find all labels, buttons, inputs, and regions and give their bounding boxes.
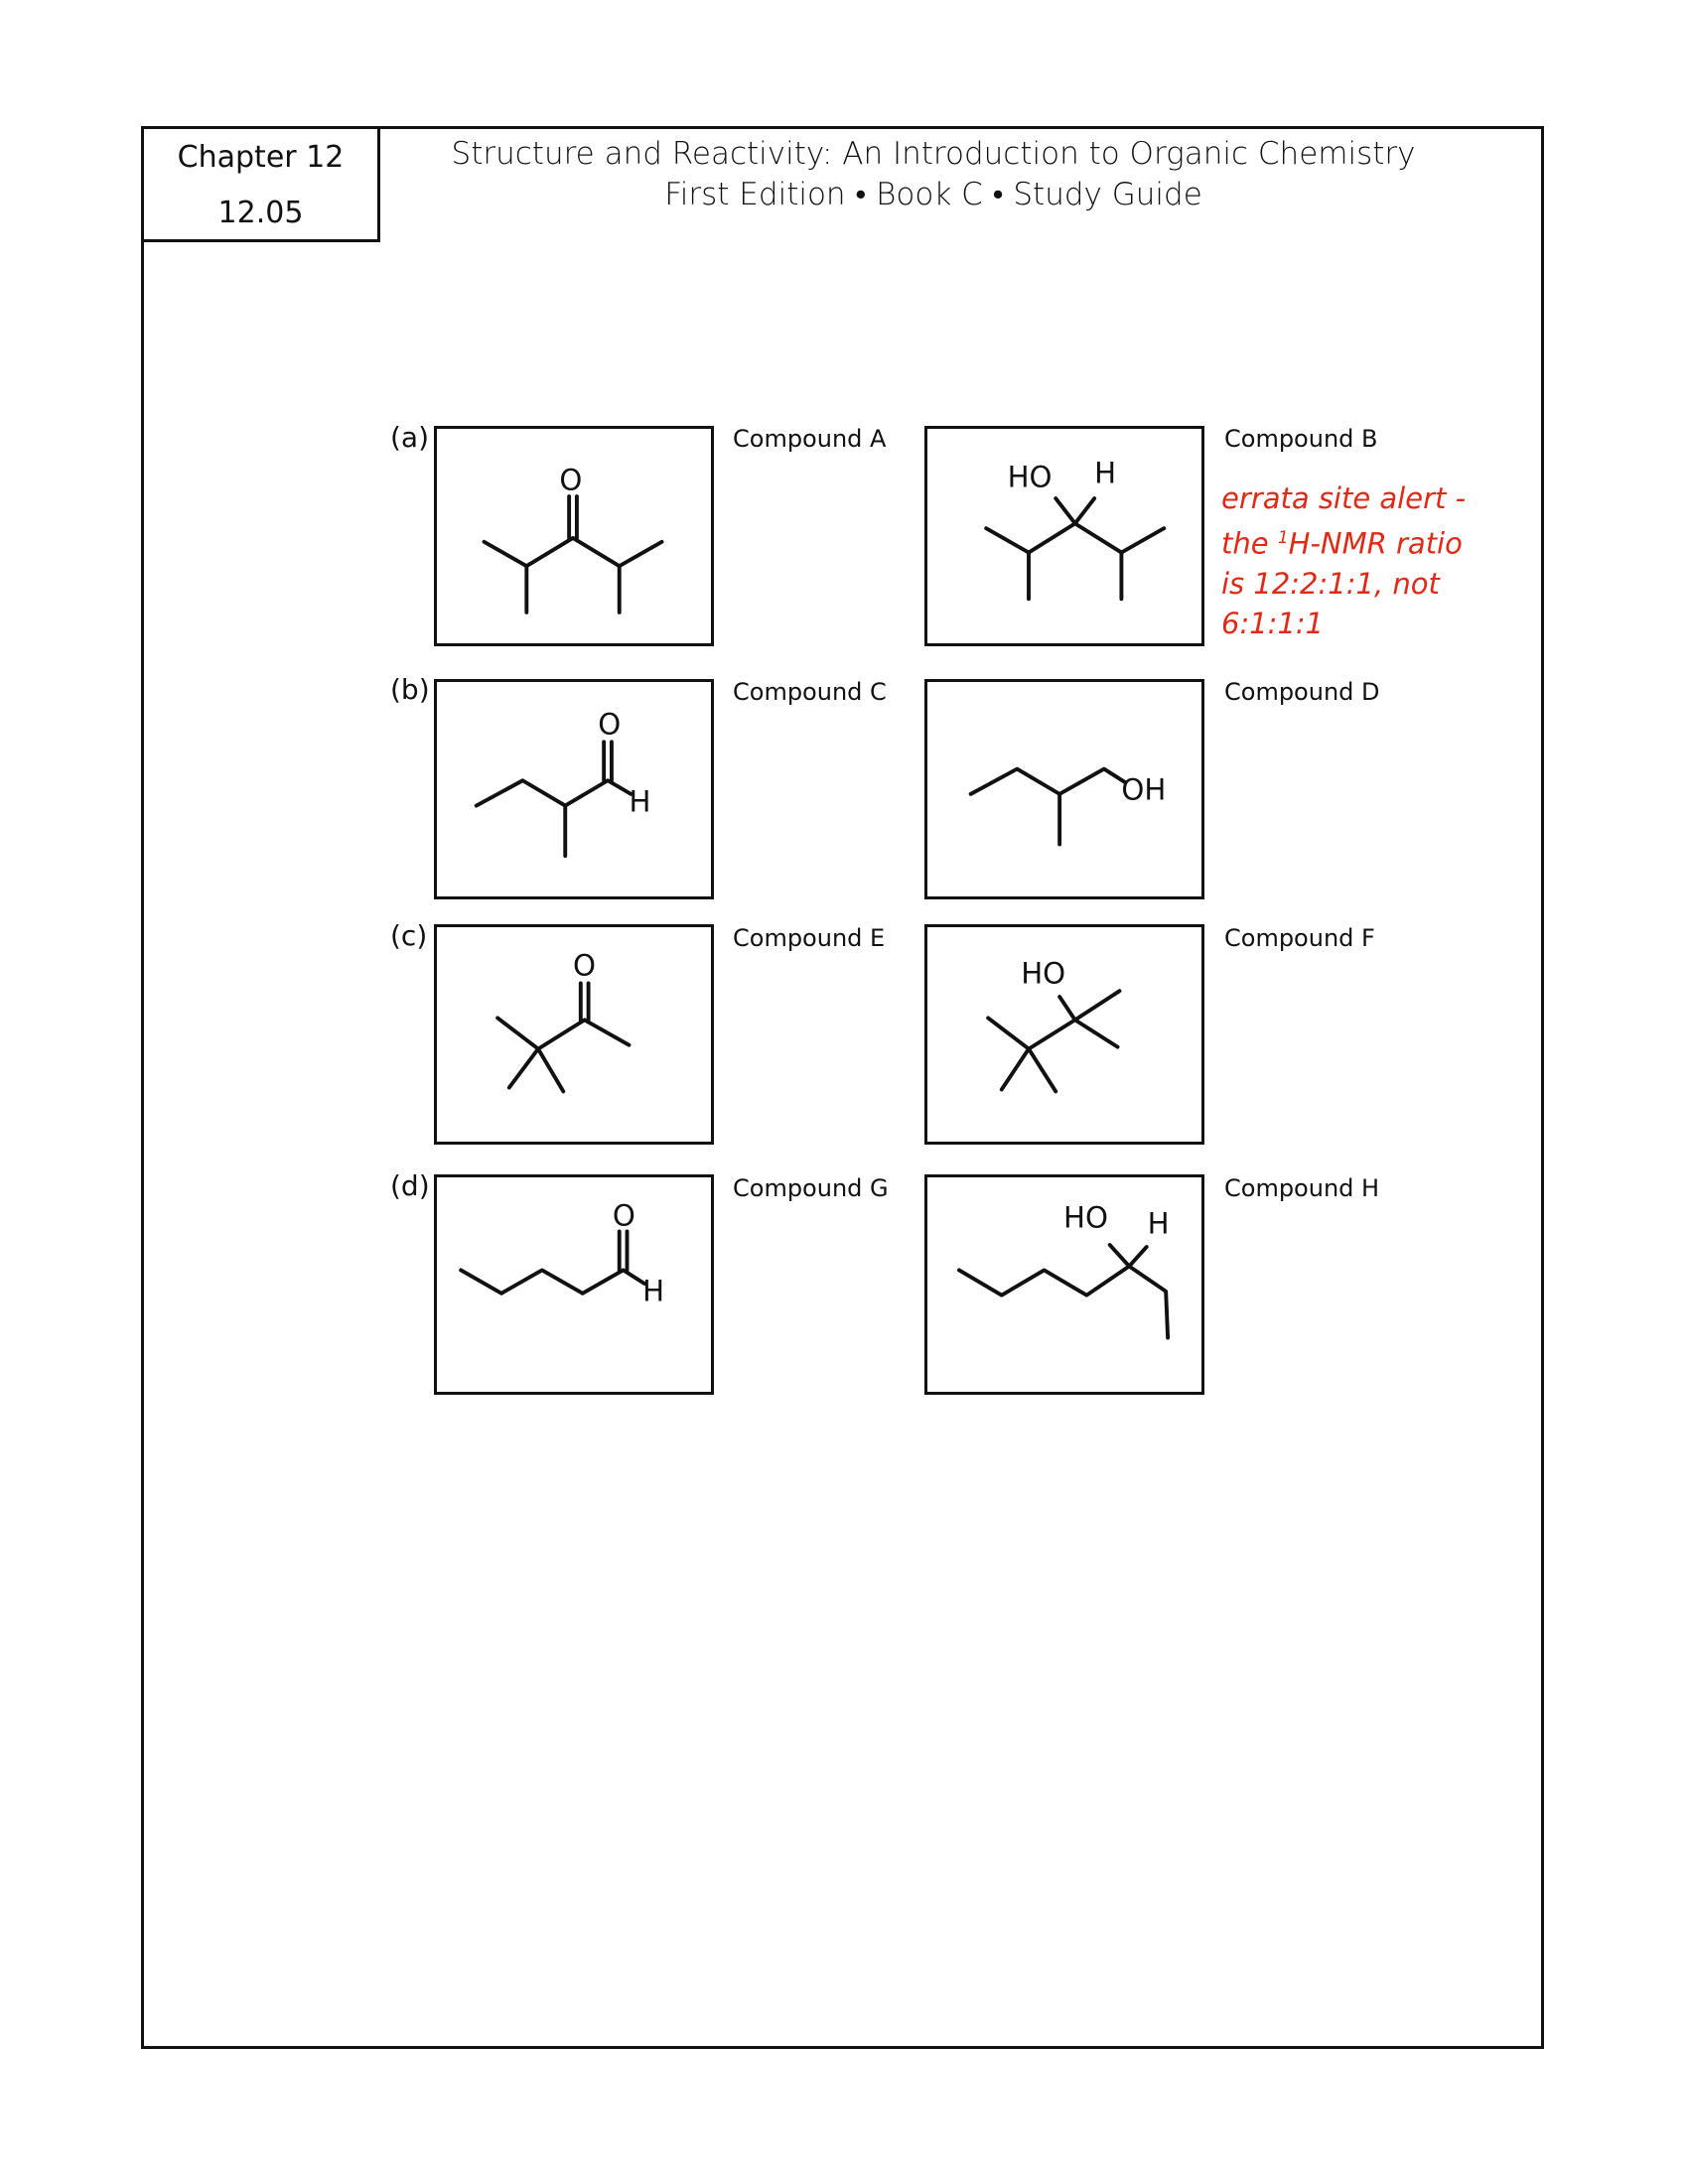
compound-a-oxygen: O [559, 463, 583, 497]
compound-h-hydroxyl: HO [1063, 1200, 1108, 1235]
errata-line-3: is 12:2:1:1, not [1221, 566, 1440, 601]
compound-h-hydrogen: H [1147, 1206, 1170, 1241]
errata-note [1221, 478, 1519, 643]
compound-d-label: Compound D [1224, 678, 1380, 706]
compound-f-label: Compound F [1224, 924, 1375, 952]
errata-line-2-pre: the [1221, 526, 1278, 561]
title-line-1: Structure and Reactivity: An Introduction to Organic Chemistry [451, 136, 1416, 172]
compound-c-label: Compound C [733, 678, 887, 706]
errata-superscript: 1 [1277, 528, 1289, 548]
compound-g-hydrogen: H [642, 1274, 665, 1308]
compound-f-structure [924, 924, 1204, 1145]
section-number: 12.05 [217, 196, 304, 230]
compound-b-hydroxyl: HO [1007, 460, 1053, 494]
compound-g-structure [434, 1174, 714, 1395]
compound-g-label: Compound G [733, 1174, 889, 1202]
errata-line-2 [1221, 518, 1519, 564]
part-label-d: (d) [390, 1169, 430, 1202]
compound-f-hydroxyl: HO [1021, 956, 1066, 991]
chapter-number: Chapter 12 [177, 140, 345, 175]
errata-line-4: 6:1:1:1 [1221, 606, 1325, 640]
compound-d-hydroxyl: OH [1121, 772, 1167, 807]
compound-d-structure [924, 679, 1204, 899]
document-title [397, 134, 1470, 215]
compound-g-oxygen: O [612, 1198, 635, 1233]
errata-line-1: errata site alert - [1221, 481, 1467, 515]
compound-h-label: Compound H [1224, 1174, 1380, 1202]
page-frame [141, 126, 1544, 2049]
compound-e-label: Compound E [733, 924, 886, 952]
part-label-a: (a) [390, 421, 430, 454]
compound-b-hydrogen: H [1094, 456, 1117, 490]
title-line-2: First Edition • Book C • Study Guide [664, 177, 1202, 212]
compound-c-structure [434, 679, 714, 899]
part-label-c: (c) [390, 919, 428, 952]
compound-b-label: Compound B [1224, 425, 1378, 453]
compound-b-structure [924, 426, 1204, 646]
compound-c-hydrogen: H [629, 784, 651, 819]
compound-e-structure [434, 924, 714, 1145]
compound-e-oxygen: O [573, 948, 596, 983]
compound-a-label: Compound A [733, 425, 887, 453]
errata-line-2-post: H-NMR ratio [1288, 526, 1463, 561]
compound-c-oxygen: O [598, 707, 622, 742]
part-label-b: (b) [390, 673, 430, 706]
compound-a-structure [434, 426, 714, 646]
compound-h-structure [924, 1174, 1204, 1395]
chapter-box [141, 126, 380, 242]
